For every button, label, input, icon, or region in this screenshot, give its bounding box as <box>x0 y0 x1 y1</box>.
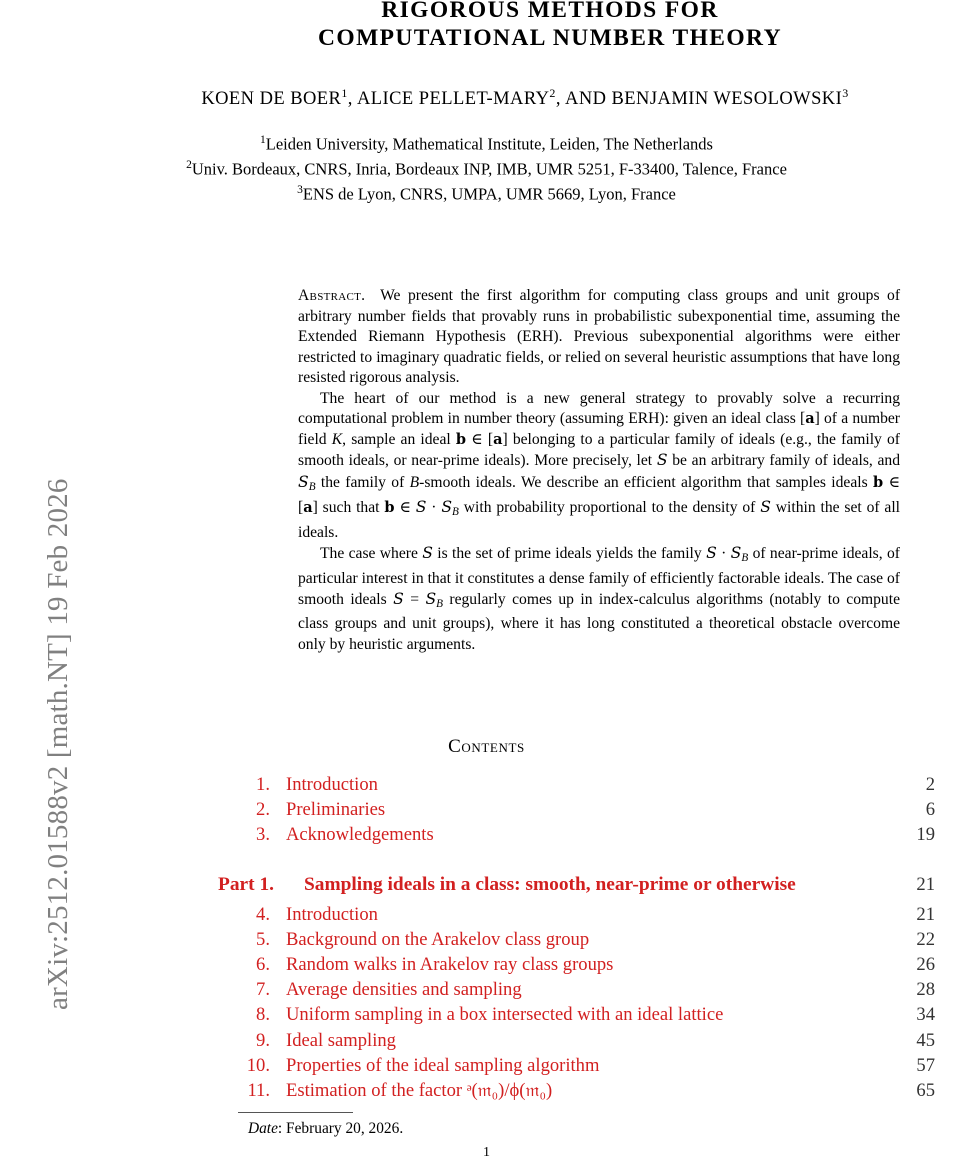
toc-entry-7[interactable] <box>218 977 935 1002</box>
frak-a-3: a <box>303 499 313 517</box>
toc-label[interactable]: Properties of the ideal sampling algorithm <box>286 1054 600 1076</box>
frak-a-2: a <box>493 430 503 448</box>
abstract-frag-2c: , sample an ideal <box>342 430 456 448</box>
abstract-frag-2f: be an arbitrary family of ideals, and <box>667 452 901 470</box>
abstract-block <box>298 286 900 655</box>
abstract-frag-2a: The heart of our method is a new general strategy to provably solve a recurring computational problem in number theory (assuming ERH): given an ideal class [ <box>298 389 900 428</box>
abstract-frag-2k: ∈ <box>394 499 416 517</box>
toc-number: 2. <box>256 799 270 821</box>
author-affil-mark-1: 1 <box>341 86 348 100</box>
frak-a-1: a <box>805 410 815 428</box>
toc-label[interactable]: Acknowledgements <box>286 824 434 846</box>
toc-label[interactable]: Average densities and sampling <box>286 979 522 1001</box>
page-title <box>150 0 950 52</box>
toc-entry-5[interactable] <box>218 927 935 952</box>
author-separator-1: , <box>347 89 357 110</box>
toc-entry-3[interactable] <box>218 822 935 847</box>
abstract-frag-3a: The case where <box>320 545 423 563</box>
toc-page-number: 19 <box>916 824 935 846</box>
abstract-frag-2m: with probability proportional to the density of <box>458 499 761 517</box>
toc-page-number: 22 <box>916 928 935 950</box>
author-list <box>100 86 950 110</box>
abstract-frag-3f: regularly comes up in index-calculus algorithms (notably to compute class groups and unit groups), where it has long constituted a theoretical obstacle overcome only by heuristic arguments. <box>298 591 900 653</box>
toc-page-number: 2 <box>925 774 935 795</box>
toc-number: 11. <box>247 1079 270 1101</box>
toc-number: 8. <box>256 1004 270 1026</box>
title-line-2: COMPUTATIONAL NUMBER THEORY <box>318 25 782 51</box>
affiliation-text-1: Leiden University, Mathematical Institute, Leiden, The Netherlands <box>265 134 713 154</box>
toc-number: 5. <box>256 928 270 950</box>
math-S-1: S <box>656 451 668 470</box>
toc-label[interactable]: Background on the Arakelov class group <box>286 928 590 950</box>
toc-entry-4[interactable] <box>218 902 935 927</box>
toc-number: 3. <box>256 824 270 846</box>
abstract-frag-2b: ] of a number field <box>298 410 900 448</box>
toc-number: 1. <box>256 774 270 795</box>
toc-entry-6[interactable] <box>218 952 935 977</box>
abstract-frag-2j: ] such that <box>312 499 385 517</box>
math-SB-sub-1: B <box>308 480 316 493</box>
toc-part-number: Part 1. <box>218 873 274 895</box>
toc-entry-10[interactable] <box>218 1053 935 1078</box>
math-S-2: S <box>415 498 427 517</box>
author-name-3: BENJAMIN WESOLOWSKI <box>611 89 843 110</box>
toc-entry-2[interactable] <box>218 797 935 822</box>
author-name-1: KOEN DE BOER <box>201 89 342 110</box>
math-SB-sub-2: B <box>452 506 459 519</box>
affiliation-mark-1: 1 <box>260 134 266 146</box>
affiliation-2 <box>0 155 973 180</box>
toc-entry-1[interactable] <box>218 772 935 797</box>
toc-number: 9. <box>256 1029 270 1051</box>
author-name-2: ALICE PELLET-MARY <box>356 89 550 110</box>
toc-label[interactable]: Introduction <box>286 903 378 925</box>
math-SB-sub-4: B <box>436 597 443 610</box>
abstract-frag-2l: · <box>426 499 442 517</box>
abstract-frag-2n: within the set of all ideals. <box>298 499 901 541</box>
math-S-4: S <box>422 544 433 563</box>
footnote-rule <box>238 1112 353 1113</box>
math-SB-1: S <box>298 472 309 491</box>
toc-entry-11[interactable] <box>218 1078 935 1103</box>
abstract-text-1: We present the first algorithm for computing class groups and unit groups of arbitrary number fields that provably runs in probabilistic subexponential time, assuming the Extended Riemann Hypothesis (ERH). Previous subexponential algorithms were either restricted to imaginary quadratic fields, or relied on several heuristic assumptions that have long resisted rigorous analysis. <box>298 287 901 387</box>
toc-label[interactable]: Random walks in Arakelov ray class groups <box>286 953 614 975</box>
abstract-frag-2i: ∈ [ <box>298 473 901 517</box>
affiliation-list <box>0 130 973 205</box>
math-S-6: S <box>393 590 404 609</box>
toc-number: 7. <box>256 979 270 1001</box>
toc-page-number: 26 <box>916 953 935 975</box>
toc-page-number: 34 <box>916 1004 935 1026</box>
contents-heading: Contents <box>448 736 525 757</box>
affiliation-3 <box>0 180 973 205</box>
affiliation-mark-2: 2 <box>186 159 192 171</box>
author-separator-2: , AND <box>555 89 612 110</box>
abstract-frag-3c: · <box>716 545 731 563</box>
affiliation-text-3: ENS de Lyon, CNRS, UMPA, UMR 5669, Lyon, France <box>302 184 676 204</box>
math-SB-3: S <box>730 544 742 563</box>
toc-entry-8[interactable] <box>218 1002 935 1027</box>
affiliation-text-2: Univ. Bordeaux, CNRS, Inria, Bordeaux INP, IMB, UMR 5251, F-33400, Talence, France <box>191 159 787 179</box>
abstract-paragraph-2 <box>298 389 900 543</box>
date-value: : February 20, 2026. <box>277 1120 404 1137</box>
abstract-frag-2e: ] belonging to a particular family of ideals (e.g., the family of smooth ideals, or near-prime ideals). More precisely, let <box>298 430 900 470</box>
abstract-paragraph-1 <box>298 286 900 389</box>
title-line-1: RIGOROUS METHODS FOR <box>381 0 719 23</box>
author-affil-mark-2: 2 <box>549 86 556 100</box>
page-number: 1 <box>483 1145 490 1160</box>
toc-label[interactable]: Ideal sampling <box>286 1029 396 1051</box>
abstract-heading: Abstract. <box>298 287 366 304</box>
table-of-contents <box>218 772 935 1103</box>
toc-page-number: 21 <box>916 903 935 925</box>
math-K: K <box>331 430 343 448</box>
toc-entry-part-1[interactable] <box>218 872 935 898</box>
math-SB-sub-3: B <box>741 551 749 564</box>
toc-entry-9[interactable] <box>218 1028 935 1053</box>
frak-b-3: b <box>384 499 395 517</box>
toc-page-number: 21 <box>916 873 935 895</box>
frak-b-1: b <box>455 430 467 448</box>
math-S-3: S <box>760 498 771 517</box>
toc-number: 10. <box>246 1054 270 1076</box>
toc-label[interactable]: Preliminaries <box>286 799 386 821</box>
toc-page-number: 65 <box>916 1079 935 1101</box>
toc-number: 6. <box>256 953 270 975</box>
toc-label[interactable]: Sampling ideals in a class: smooth, near-prime or otherwise <box>304 873 796 895</box>
abstract-paragraph-3 <box>298 543 900 655</box>
toc-number: 4. <box>256 903 270 925</box>
affiliation-1 <box>0 130 973 155</box>
abstract-frag-2h: -smooth ideals. We describe an efficient algorithm that samples ideals <box>419 473 873 491</box>
toc-page-number: 45 <box>916 1029 935 1051</box>
abstract-frag-2d: ∈ [ <box>466 430 494 448</box>
math-SB-4: S <box>425 590 437 609</box>
toc-page-number: 6 <box>925 799 935 821</box>
frak-b-2: b <box>872 473 884 491</box>
abstract-frag-3e: = <box>403 591 426 609</box>
toc-page-number: 28 <box>916 979 935 1001</box>
toc-label[interactable]: Introduction <box>286 774 378 795</box>
arxiv-stamp-text: arXiv:2512.01588v2 [math.NT] 19 Feb 2026 <box>42 478 74 1010</box>
abstract-frag-2g: the family of <box>315 473 410 491</box>
date-footnote <box>248 1120 403 1138</box>
toc-label[interactable]: Estimation of the factor ᵊ(𝔪₀)/ϕ(𝔪₀) <box>286 1079 553 1101</box>
math-SB-2: S <box>441 498 453 517</box>
toc-page-number: 57 <box>916 1054 935 1076</box>
author-affil-mark-3: 3 <box>842 86 849 100</box>
math-B-1: B <box>409 473 420 491</box>
abstract-frag-3d: of near-prime ideals, of particular interest in that it constitutes a dense family of efficiently factorable ideals. The case of smooth ideals <box>298 545 900 609</box>
math-S-5: S <box>706 544 717 563</box>
toc-label[interactable]: Uniform sampling in a box intersected with an ideal lattice <box>286 1004 724 1026</box>
date-label: Date <box>248 1120 278 1137</box>
abstract-frag-3b: is the set of prime ideals yields the family <box>432 545 707 563</box>
affiliation-mark-3: 3 <box>297 184 303 196</box>
